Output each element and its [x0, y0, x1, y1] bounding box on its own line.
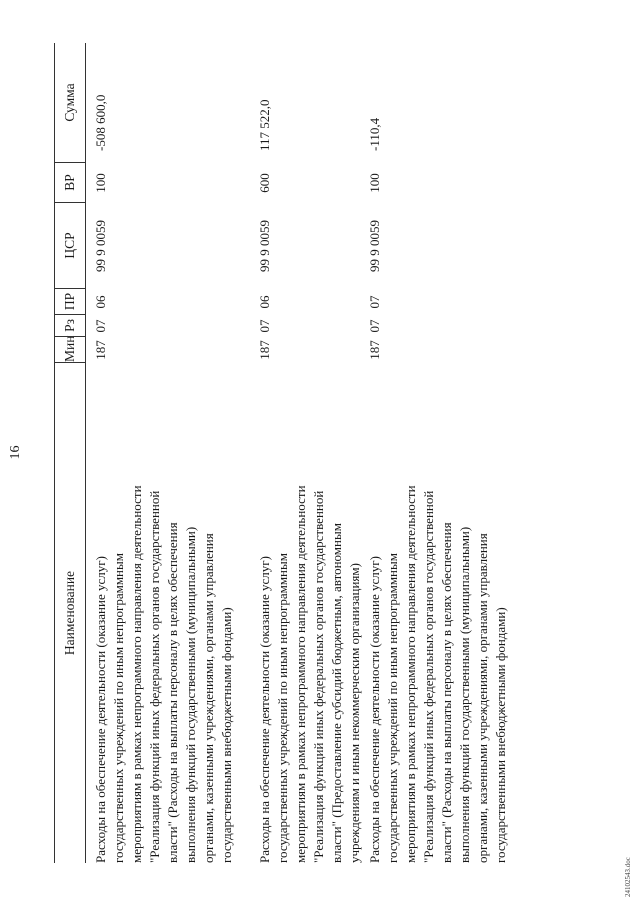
cell-csr: 99 9 0059 [367, 220, 382, 272]
row-name-line: органами, казенными учреждениями, органами управления [201, 533, 216, 863]
cell-rz: 07 [367, 319, 382, 333]
document-code: 2410254З.doc [624, 857, 632, 897]
page-number: 16 [8, 445, 23, 460]
cell-vr: 100 [367, 173, 382, 193]
row-name-line: органами, казенными учреждениями, органами управления [475, 533, 490, 863]
row-name-line: "Реализация функций иных федеральных органов государственной [147, 490, 162, 863]
table-header [54, 43, 86, 863]
cell-min: 187 [257, 340, 272, 360]
row-name-line: власти" (Расходы на выплаты персоналу в целях обеспечения [165, 522, 180, 863]
row-name-line: Расходы на обеспечение деятельности (оказание услуг) [93, 556, 108, 863]
cell-csr: 99 9 0059 [257, 220, 272, 272]
header-vr: ВР [55, 163, 85, 203]
table-row [86, 43, 250, 863]
row-name [92, 363, 236, 863]
header-rz: Рз [55, 315, 85, 337]
row-name-line: власти" (Расходы на выплаты персоналу в целях обеспечения [439, 522, 454, 863]
row-name-line: выполнения функций государственными (муниципальными) [457, 526, 472, 863]
row-name-line: государственными внебюджетными фондами) [493, 607, 508, 863]
cell-rz: 07 [93, 319, 108, 333]
table-row [360, 43, 524, 863]
table-row [250, 43, 360, 863]
row-name-line: мероприятиям в рамках непрограммного направления деятельности [293, 485, 308, 863]
cell-pr: 06 [257, 295, 272, 309]
row-name [366, 363, 510, 863]
header-pr: ПР [55, 289, 85, 315]
row-name-line: мероприятиям в рамках непрограммного направления деятельности [403, 485, 418, 863]
row-name-line: власти" (Предоставление субсидий бюджетным, автономным [329, 523, 344, 863]
row-name-line: государственных учреждений по иным непрограммным [385, 553, 400, 863]
row-name-line: Расходы на обеспечение деятельности (оказание услуг) [367, 556, 382, 863]
cell-pr: 06 [93, 295, 108, 309]
cell-sum: -508 600,0 [93, 94, 108, 151]
row-name-line: выполнения функций государственными (муниципальными) [183, 526, 198, 863]
row-name-line: государственных учреждений по иным непрограммным [275, 553, 290, 863]
cell-min: 187 [93, 340, 108, 360]
cell-csr: 99 9 0059 [93, 220, 108, 272]
cell-vr: 100 [93, 173, 108, 193]
header-csr: ЦСР [55, 203, 85, 289]
row-name-line: государственными внебюджетными фондами) [219, 607, 234, 863]
cell-pr: 07 [367, 295, 382, 309]
row-name-line: "Реализация функций иных федеральных органов государственной [311, 490, 326, 863]
cell-sum: -110,4 [367, 117, 382, 151]
row-name-line: "Реализация функций иных федеральных органов государственной [421, 490, 436, 863]
cell-rz: 07 [257, 319, 272, 333]
row-name-line: Расходы на обеспечение деятельности (оказание услуг) [257, 556, 272, 863]
row-name-line: учреждениям и иным некоммерческим организациям) [347, 563, 362, 863]
cell-min: 187 [367, 340, 382, 360]
row-name-line: государственных учреждений по иным непрограммным [111, 553, 126, 863]
header-min: Мин [55, 337, 85, 363]
cell-vr: 600 [257, 173, 272, 193]
cell-sum: 117 522,0 [257, 99, 272, 151]
row-name-line: мероприятиям в рамках непрограммного направления деятельности [129, 485, 144, 863]
row-name [256, 363, 364, 863]
budget-table [54, 43, 524, 863]
header-sum: Сумма [55, 43, 85, 163]
header-name: Наименование [62, 570, 77, 656]
table-body [86, 43, 524, 863]
